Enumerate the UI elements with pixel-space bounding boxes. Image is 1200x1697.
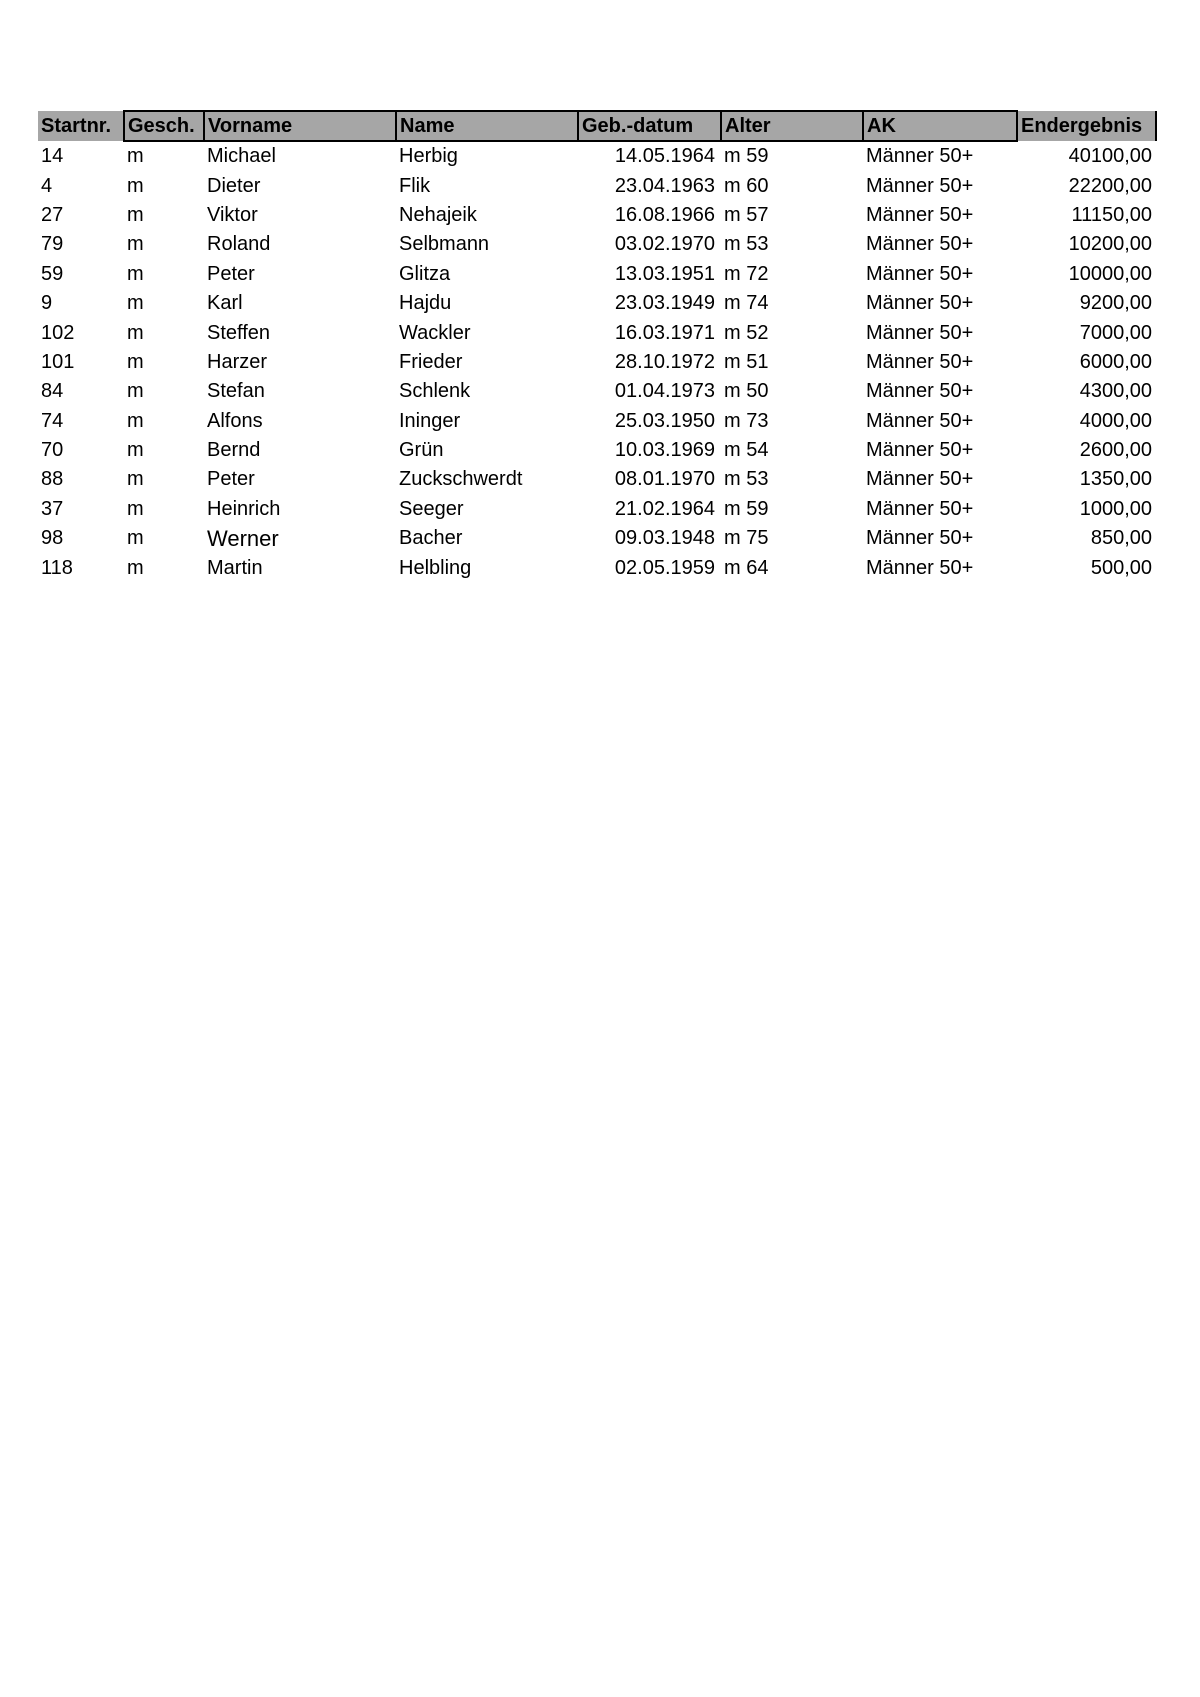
cell-startnr: 118 xyxy=(41,556,73,579)
cell-gebdatum: 23.03.1949 xyxy=(614,292,715,315)
cell-startnr: 84 xyxy=(41,380,64,403)
cell-gebdatum: 14.05.1964 xyxy=(614,145,715,168)
cell-vorname: Peter xyxy=(207,468,255,491)
results-sheet xyxy=(38,110,1156,583)
cell-startnr: 70 xyxy=(41,439,64,462)
column-header-gesch: Gesch. xyxy=(124,111,204,141)
cell-endergebnis: 7000,00 xyxy=(1079,321,1152,344)
cell-name: Nehajeik xyxy=(399,203,477,226)
cell-endergebnis: 40100,00 xyxy=(1068,144,1152,167)
cell-vorname: Heinrich xyxy=(207,497,281,520)
cell-name: Helbling xyxy=(399,556,472,579)
cell-endergebnis: 6000,00 xyxy=(1079,350,1152,373)
cell-alter: m 75 xyxy=(724,527,769,550)
cell-alter: m 51 xyxy=(724,350,769,373)
cell-name: Wackler xyxy=(399,321,471,344)
cell-endergebnis: 9200,00 xyxy=(1079,292,1152,315)
cell-name: Zuckschwerdt xyxy=(399,468,523,491)
cell-alter: m 52 xyxy=(724,321,769,344)
cell-gesch: m xyxy=(127,321,144,344)
cell-startnr: 79 xyxy=(41,233,64,256)
table-row xyxy=(38,524,1156,553)
table-row xyxy=(38,230,1156,259)
cell-vorname: Steffen xyxy=(207,321,271,344)
cell-vorname: Peter xyxy=(207,262,255,285)
table-row xyxy=(38,465,1156,494)
column-header-vorname: Vorname xyxy=(204,111,396,141)
cell-ak: Männer 50+ xyxy=(866,439,974,462)
cell-gesch: m xyxy=(127,556,144,579)
table-row xyxy=(38,495,1156,524)
cell-endergebnis: 2600,00 xyxy=(1079,439,1152,462)
cell-startnr: 74 xyxy=(41,409,64,432)
cell-name: Flik xyxy=(399,174,431,197)
column-header-endergebnis: Endergebnis xyxy=(1017,111,1156,141)
cell-alter: m 50 xyxy=(724,380,769,403)
cell-gesch: m xyxy=(127,262,144,285)
cell-gesch: m xyxy=(127,145,144,168)
cell-endergebnis: 10200,00 xyxy=(1068,233,1152,256)
cell-ak: Männer 50+ xyxy=(866,380,974,403)
cell-ak: Männer 50+ xyxy=(866,497,974,520)
cell-endergebnis: 10000,00 xyxy=(1068,262,1152,285)
cell-gesch: m xyxy=(127,292,144,315)
cell-endergebnis: 4300,00 xyxy=(1079,380,1152,403)
cell-gebdatum: 08.01.1970 xyxy=(614,468,715,491)
cell-vorname: Bernd xyxy=(207,439,261,462)
cell-alter: m 73 xyxy=(724,409,769,432)
cell-startnr: 59 xyxy=(41,262,64,285)
results-table xyxy=(38,110,1157,583)
cell-gebdatum: 16.08.1966 xyxy=(614,203,715,226)
cell-alter: m 53 xyxy=(724,468,769,491)
cell-gesch: m xyxy=(127,350,144,373)
cell-name: Frieder xyxy=(399,350,463,373)
cell-alter: m 54 xyxy=(724,439,769,462)
cell-startnr: 37 xyxy=(41,497,64,520)
cell-name: Seeger xyxy=(399,497,464,520)
cell-alter: m 59 xyxy=(724,497,769,520)
column-header-ak: AK xyxy=(863,111,1017,141)
cell-endergebnis: 4000,00 xyxy=(1079,409,1152,432)
cell-endergebnis: 1350,00 xyxy=(1079,468,1152,491)
cell-gebdatum: 01.04.1973 xyxy=(614,380,715,403)
cell-startnr: 101 xyxy=(41,350,75,373)
cell-alter: m 72 xyxy=(724,262,769,285)
column-header-gebdatum: Geb.-datum xyxy=(578,111,721,141)
cell-vorname: Dieter xyxy=(207,174,261,197)
cell-vorname: Michael xyxy=(207,145,276,168)
cell-name: Selbmann xyxy=(399,233,490,256)
table-row xyxy=(38,348,1156,377)
cell-gebdatum: 28.10.1972 xyxy=(614,350,715,373)
cell-alter: m 57 xyxy=(724,203,769,226)
cell-startnr: 98 xyxy=(41,527,64,550)
cell-gesch: m xyxy=(127,468,144,491)
cell-vorname: Alfons xyxy=(207,409,263,432)
cell-vorname: Harzer xyxy=(207,350,268,373)
table-row xyxy=(38,436,1156,465)
cell-startnr: 88 xyxy=(41,468,64,491)
cell-gebdatum: 02.05.1959 xyxy=(614,556,715,579)
table-row xyxy=(38,171,1156,200)
column-header-alter: Alter xyxy=(721,111,863,141)
cell-endergebnis: 22200,00 xyxy=(1068,174,1152,197)
column-header-startnr: Startnr. xyxy=(38,111,124,141)
cell-vorname: Karl xyxy=(207,292,243,315)
results-body xyxy=(38,141,1156,583)
cell-vorname: Werner xyxy=(207,526,279,552)
cell-vorname: Stefan xyxy=(207,380,265,403)
table-row xyxy=(38,289,1156,318)
table-row xyxy=(38,553,1156,582)
cell-gesch: m xyxy=(127,203,144,226)
cell-ak: Männer 50+ xyxy=(866,145,974,168)
cell-gebdatum: 10.03.1969 xyxy=(614,439,715,462)
cell-gebdatum: 03.02.1970 xyxy=(614,233,715,256)
cell-gebdatum: 13.03.1951 xyxy=(614,262,715,285)
cell-endergebnis: 500,00 xyxy=(1090,556,1152,579)
cell-startnr: 102 xyxy=(41,321,75,344)
cell-gesch: m xyxy=(127,527,144,550)
cell-alter: m 60 xyxy=(724,174,769,197)
cell-gesch: m xyxy=(127,380,144,403)
cell-gebdatum: 21.02.1964 xyxy=(614,497,715,520)
header-row xyxy=(38,111,1156,141)
cell-name: Hajdu xyxy=(399,292,452,315)
cell-ak: Männer 50+ xyxy=(866,292,974,315)
cell-gebdatum: 25.03.1950 xyxy=(614,409,715,432)
cell-startnr: 27 xyxy=(41,203,64,226)
cell-gebdatum: 09.03.1948 xyxy=(614,527,715,550)
cell-endergebnis: 850,00 xyxy=(1090,527,1152,550)
cell-name: Schlenk xyxy=(399,380,471,403)
column-header-name: Name xyxy=(396,111,578,141)
cell-vorname: Viktor xyxy=(207,203,258,226)
cell-alter: m 53 xyxy=(724,233,769,256)
cell-gesch: m xyxy=(127,233,144,256)
cell-name: Ininger xyxy=(399,409,461,432)
cell-gebdatum: 23.04.1963 xyxy=(614,174,715,197)
cell-ak: Männer 50+ xyxy=(866,233,974,256)
cell-vorname: Roland xyxy=(207,233,271,256)
cell-name: Bacher xyxy=(399,527,463,550)
cell-startnr: 4 xyxy=(41,174,53,197)
cell-startnr: 9 xyxy=(41,292,53,315)
table-row xyxy=(38,141,1156,171)
cell-ak: Männer 50+ xyxy=(866,174,974,197)
cell-ak: Männer 50+ xyxy=(866,321,974,344)
table-row xyxy=(38,407,1156,436)
cell-gesch: m xyxy=(127,497,144,520)
cell-gesch: m xyxy=(127,409,144,432)
cell-gebdatum: 16.03.1971 xyxy=(614,321,715,344)
cell-startnr: 14 xyxy=(41,144,64,167)
cell-ak: Männer 50+ xyxy=(866,556,974,579)
cell-alter: m 74 xyxy=(724,292,769,315)
table-row xyxy=(38,318,1156,347)
cell-gesch: m xyxy=(127,174,144,197)
cell-name: Glitza xyxy=(399,262,451,285)
cell-endergebnis: 1000,00 xyxy=(1079,497,1152,520)
cell-ak: Männer 50+ xyxy=(866,527,974,550)
cell-name: Grün xyxy=(399,439,444,462)
cell-alter: m 64 xyxy=(724,556,769,579)
table-row xyxy=(38,201,1156,230)
table-row xyxy=(38,260,1156,289)
cell-vorname: Martin xyxy=(207,556,263,579)
table-row xyxy=(38,377,1156,406)
cell-name: Herbig xyxy=(399,145,458,168)
cell-endergebnis: 11150,00 xyxy=(1071,203,1152,226)
cell-alter: m 59 xyxy=(724,145,769,168)
cell-ak: Männer 50+ xyxy=(866,409,974,432)
cell-ak: Männer 50+ xyxy=(866,468,974,491)
cell-ak: Männer 50+ xyxy=(866,262,974,285)
cell-ak: Männer 50+ xyxy=(866,203,974,226)
cell-gesch: m xyxy=(127,439,144,462)
cell-ak: Männer 50+ xyxy=(866,350,974,373)
